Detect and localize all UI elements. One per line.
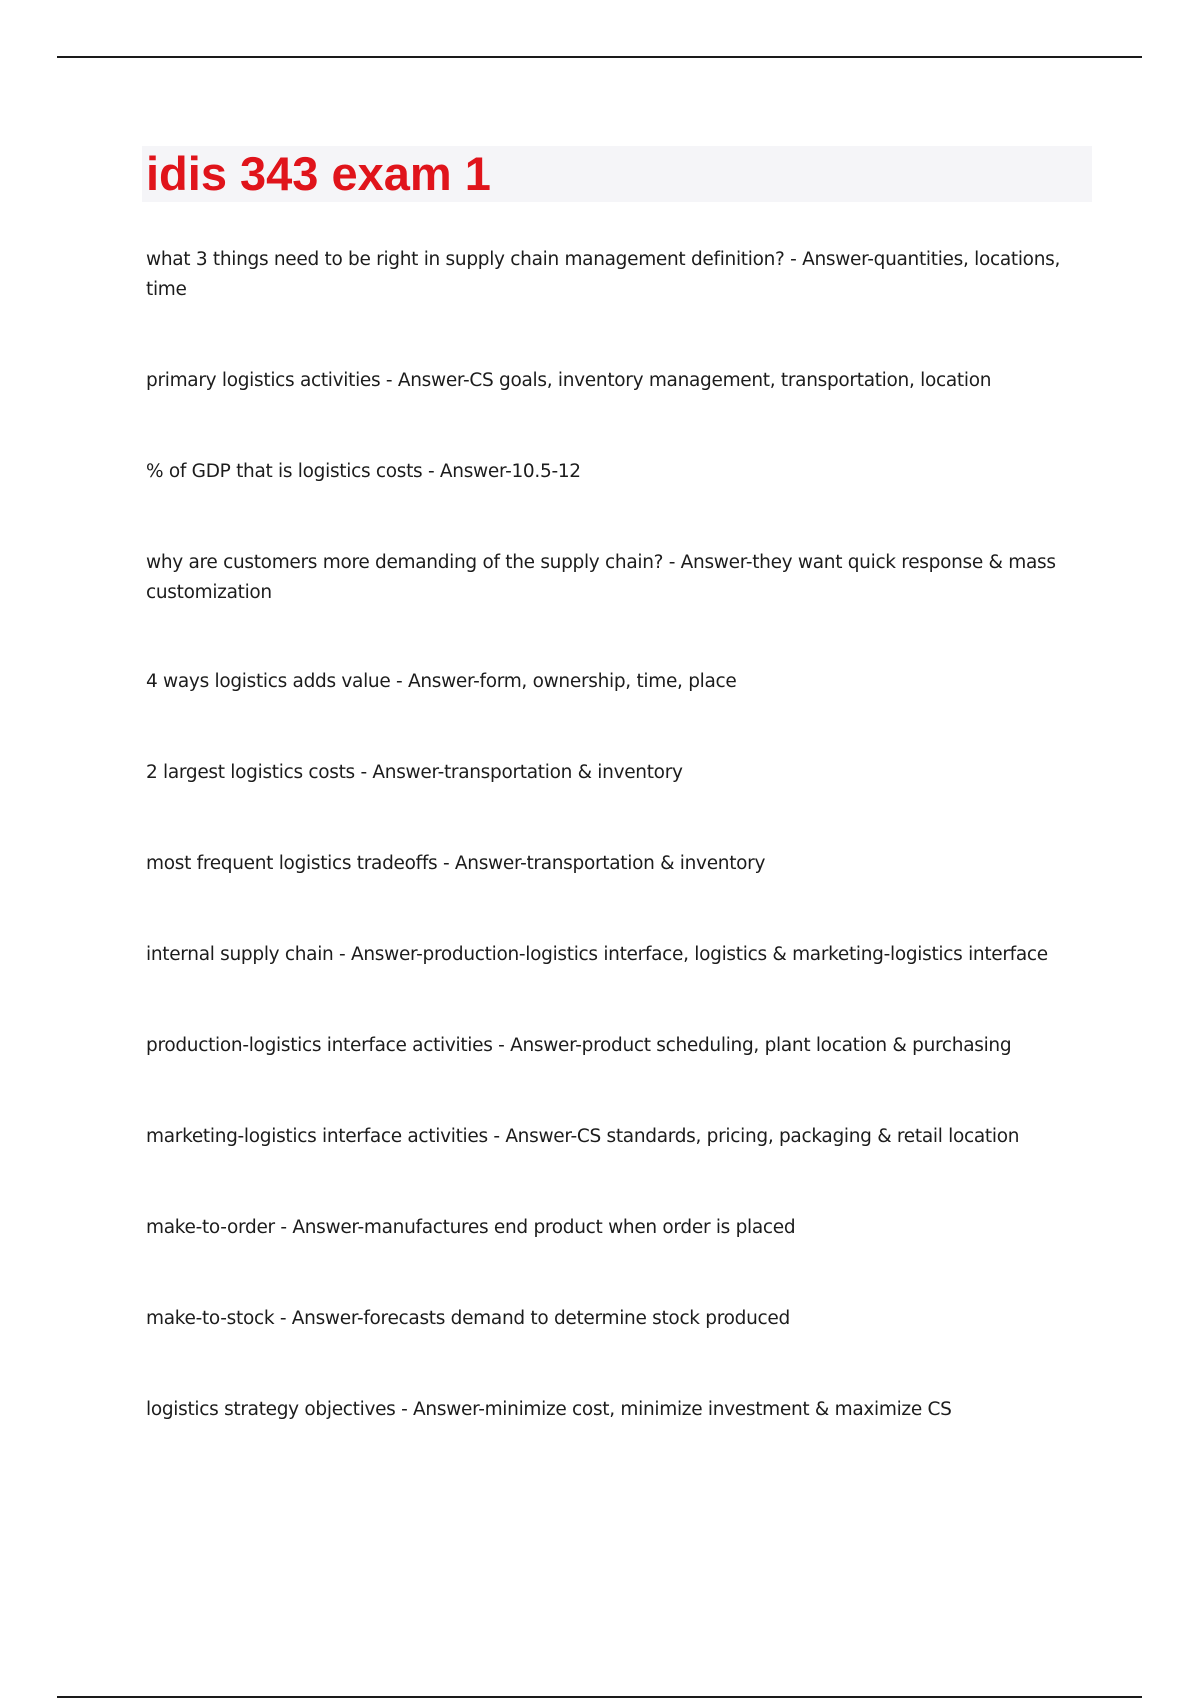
qa-item: make-to-order - Answer-manufactures end product when order is placed bbox=[146, 1217, 796, 1238]
qa-item: production-logistics interface activities - Answer-product scheduling, plant location & purchasing bbox=[146, 1035, 1012, 1056]
footer-rule bbox=[57, 1696, 1142, 1698]
qa-item: make-to-stock - Answer-forecasts demand to determine stock produced bbox=[146, 1308, 790, 1329]
qa-item: % of GDP that is logistics costs - Answer-10.5-12 bbox=[146, 461, 581, 482]
qa-item: what 3 things need to be right in supply chain management definition? - Answer-quantities, locations, time bbox=[146, 249, 1061, 300]
qa-item: marketing-logistics interface activities - Answer-CS standards, pricing, packaging & retail location bbox=[146, 1126, 1020, 1147]
qa-item: internal supply chain - Answer-production-logistics interface, logistics & marketing-logistics interface bbox=[146, 944, 1048, 965]
qa-item: primary logistics activities - Answer-CS goals, inventory management, transportation, location bbox=[146, 370, 992, 391]
qa-item: why are customers more demanding of the supply chain? - Answer-they want quick response & mass customization bbox=[146, 552, 1056, 603]
qa-item: logistics strategy objectives - Answer-minimize cost, minimize investment & maximize CS bbox=[146, 1399, 952, 1420]
page-title: idis 343 exam 1 bbox=[146, 147, 491, 200]
qa-item: most frequent logistics tradeoffs - Answer-transportation & inventory bbox=[146, 853, 766, 874]
qa-item: 2 largest logistics costs - Answer-transportation & inventory bbox=[146, 762, 683, 783]
header-rule bbox=[57, 56, 1142, 58]
qa-item: 4 ways logistics adds value - Answer-form, ownership, time, place bbox=[146, 671, 737, 692]
